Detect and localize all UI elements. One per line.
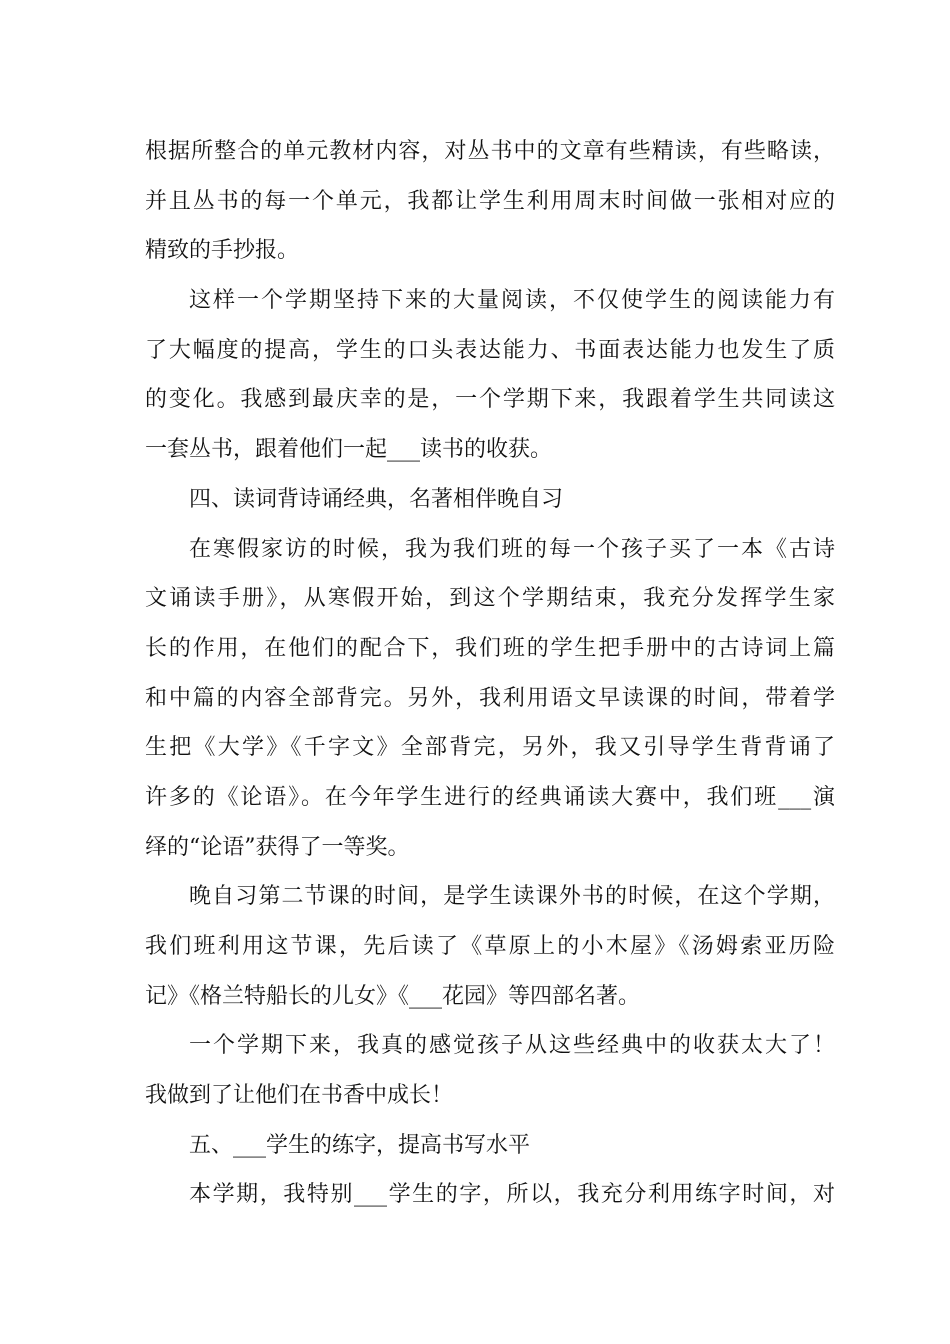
text-line-18: 记》《格兰特船长的儿女》《___花园》等四部名著。 [145,983,641,1009]
text-line-14: 许多的《论语》。在今年学生进行的经典诵读大赛中，我们班___演 [145,784,835,810]
text-line-16: 晚自习第二节课的时间，是学生读课外书的时候，在这个学期， [189,884,835,910]
text-line-2: 并且丛书的每一个单元，我都让学生利用周末时间做一张相对应的 [145,188,835,214]
text-line-10: 文诵读手册》，从寒假开始，到这个学期结束，我充分发挥学生家 [145,586,835,612]
text-line-4: 这样一个学期坚持下来的大量阅读，不仅使学生的阅读能力有 [189,288,835,314]
text-line-17: 我们班利用这节课，先后读了《草原上的小木屋》《汤姆索亚历险 [145,934,835,959]
document-body [145,127,835,1220]
text-line-20: 我做到了让他们在书香中成长！ [145,1083,454,1109]
section-heading-5: 五、___学生的练字，提高书写水平 [189,1132,531,1158]
text-line-13: 生把《大学》《千字文》全部背完，另外，我又引导学生背背诵了 [145,735,835,761]
text-line-9: 在寒假家访的时候，我为我们班的每一个孩子买了一本《古诗 [189,536,835,562]
text-line-3: 精致的手抄报。 [145,238,300,264]
text-line-12: 和中篇的内容全部背完。另外，我利用语文早读课的时间，带着学 [145,685,835,711]
text-line-1: 根据所整合的单元教材内容，对丛书中的文章有些精读，有些略读， [145,139,835,164]
text-line-7: 一套丛书，跟着他们一起___读书的收获。 [145,437,553,463]
text-line-15: 绎的“论语”获得了一等奖。 [145,834,410,860]
text-line-11: 长的作用，在他们的配合下，我们班的学生把手册中的古诗词上篇 [145,635,835,661]
text-line-19: 一个学期下来，我真的感觉孩子从这些经典中的收获太大了！ [189,1033,835,1059]
text-line-6: 的变化。我感到最庆幸的是，一个学期下来，我跟着学生共同读这 [145,387,835,413]
text-line-22: 本学期，我特别___学生的字，所以，我充分利用练字时间，对 [189,1182,835,1208]
section-heading-4: 四、读词背诗诵经典，名著相伴晚自习 [189,486,564,512]
text-line-5: 了大幅度的提高，学生的口头表达能力、书面表达能力也发生了质 [145,337,835,363]
